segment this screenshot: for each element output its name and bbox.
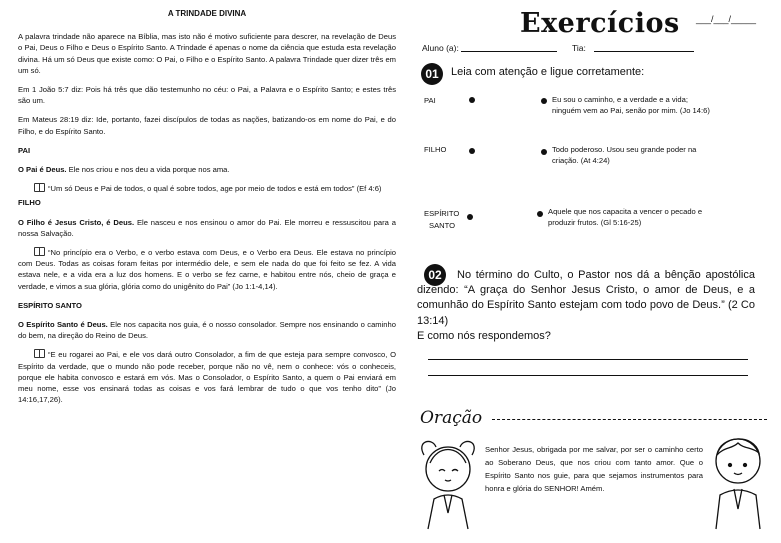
- section-heading-filho: FILHO: [18, 198, 41, 208]
- espirito-quote: [18, 349, 396, 405]
- espirito-paragraph: [18, 319, 396, 341]
- match-right-1-line1: Eu sou o caminho, e a verdade e a vida;: [552, 95, 688, 104]
- match-right-3-line2: produzir frutos. (Gl 5:16-25): [548, 217, 642, 227]
- espirito-text: Ele nos capacita nos guia, é o nosso consolador. Sempre nos ensinando o caminho do bem, na direção do Reino de Deus.: [18, 320, 396, 341]
- lesson-column: [18, 8, 396, 413]
- question-1-number: 01: [421, 63, 443, 85]
- filho-quote-text: “No princípio era o Verbo, e o verbo estava com Deus, e o Verbo era Deus. Ele estava no princípio com Deus. Todas as coisas foram feitas por intermédio dele, e sem ele nada do que foi feito se fez. A vida estava nele, e a vida era a luz dos homens. E o verbo se fez carne, e habitou entre nós, cheio de graça e verdade, e vimos a sua glória, glória como do unigênito do Pai” (Jo 1:1-4,14).: [18, 248, 396, 291]
- match-right-item-3: [548, 207, 702, 228]
- pai-quote-text: “Um só Deus e Pai de todos, o qual é sobre todos, age por meio de todos e está em todos” (Ef 4:6): [48, 184, 382, 194]
- match-dot-left-3[interactable]: [467, 214, 473, 220]
- question-2-body: No término do Culto, o Pastor nos dá a bênção apostólica dizendo: “A graça do Senhor Jesus Cristo, o amor de Deus, e a comunhão do Espírito Santo estejam com todo povo de Deus.” (2 Co 13:14): [417, 269, 755, 327]
- espirito-quote-text: “E eu rogarei ao Pai, e ele vos dará outro Consolador, a fim de que esteja para sempre convosco, O Espírito da verdade, que o mundo não pode receber, porque não no vê, nem o conhece: vós o conheceis, porque ele habita convosco e estará em vós. Mas o Consolador, o Espírito Santo, a quem o Pai enviará em meu nome, esse vos ensinará todas as coisas e vos fará lembrar de tudo o que vos tenho dito” (Jo 14:16,17,26).: [18, 350, 396, 405]
- match-right-3-line1: Aquele que nos capacita a vencer o pecado e: [548, 207, 703, 216]
- match-dot-right-1[interactable]: [541, 98, 547, 104]
- prayer-text: Senhor Jesus, obrigada por me salvar, por ser o caminho certo ao Soberano Deus, que nos criou com tanto amor. Que o Espírito Santo nos guie, para que sejamos instrumentos para honra e glória do SENHOR! Amém.: [485, 445, 703, 493]
- date-field[interactable]: ___/___/_____: [696, 14, 757, 24]
- bible-icon: [34, 247, 45, 256]
- answer-line-2[interactable]: [428, 375, 748, 376]
- match-right-1-line2: ninguém vem ao Pai, senão por mim. (Jo 14:6): [552, 105, 710, 115]
- prayer-heading: Oração: [420, 408, 483, 428]
- pai-text: Ele nos criou e nos deu a vida porque nos ama.: [66, 165, 230, 175]
- pai-quote: [18, 183, 396, 194]
- lesson-title: A TRINDADE DIVINA: [167, 9, 247, 18]
- bible-icon: [34, 349, 45, 358]
- aluno-label: Aluno (a):: [422, 43, 459, 53]
- match-right-item-1: [552, 95, 710, 116]
- exercise-title: Exercícios: [520, 8, 680, 39]
- match-dot-right-2[interactable]: [541, 149, 547, 155]
- student-name-field[interactable]: [422, 42, 557, 53]
- match-left-pai: PAI: [424, 96, 436, 105]
- pai-paragraph: [18, 164, 396, 175]
- question-2-text: [417, 268, 755, 344]
- teacher-name-field[interactable]: [572, 42, 694, 53]
- question-2-sub: E como nós respondemos?: [417, 329, 551, 342]
- bible-icon: [34, 183, 45, 192]
- filho-paragraph: [18, 217, 396, 239]
- section-heading-pai: PAI: [18, 145, 31, 155]
- intro-paragraph: A palavra trindade não aparece na Bíblia, mas isto não é motivo suficiente para descrer, na revelação de Deus o Pai, Deus o Filho e Deus o Espírito Santo. A Trindade é apenas o nome da ciência que estuda esta revelação divina. Há um só Deus que existe como: O Pai, o Filho e o Espírito Santo. A palavra Trindade quer dizer três em um só.: [18, 32, 396, 75]
- question-1-text: Leia com atenção e ligue corretamente:: [451, 66, 645, 78]
- match-right-2-line1: Todo poderoso. Usou seu grande poder na: [552, 145, 697, 154]
- praying-girl-icon: [414, 433, 484, 533]
- filho-text: Ele nasceu e nos ensinou o amor do Pai. Ele morreu e ressuscitou para a nossa Salvação.: [18, 217, 396, 238]
- filho-quote: [18, 247, 396, 292]
- john-verse-paragraph: Em 1 João 5:7 diz: Pois há três que dão testemunho no céu: o Pai, a Palavra e o Espírito Santo; e estes três são um.: [18, 85, 396, 106]
- answer-line-1[interactable]: [428, 359, 748, 360]
- match-dot-left-2[interactable]: [469, 148, 475, 154]
- matthew-verse-paragraph: Em Mateus 28:19 diz: Ide, portanto, fazei discípulos de todas as nações, batizando-os em nome do Pai, e do Filho, e do Espírito Santo.: [18, 115, 396, 136]
- prayer-divider: [492, 419, 767, 420]
- tia-label: Tia:: [572, 43, 586, 53]
- match-left-santo: SANTO: [429, 221, 456, 230]
- pai-bold: O Pai é Deus.: [18, 165, 67, 175]
- match-left-espirito: ESPÍRITO: [424, 209, 460, 218]
- match-left-filho: FILHO: [424, 145, 447, 154]
- espirito-bold: O Espírito Santo é Deus.: [18, 320, 108, 330]
- question-2-number: 02: [424, 264, 446, 286]
- praying-boy-icon: [708, 425, 770, 533]
- match-dot-left-1[interactable]: [469, 97, 475, 103]
- match-right-2-line2: criação. (At 4:24): [552, 155, 610, 165]
- match-right-item-2: [552, 145, 696, 166]
- match-dot-right-3[interactable]: [537, 211, 543, 217]
- section-heading-espirito-santo: ESPÍRITO SANTO: [18, 300, 82, 310]
- filho-bold: O Filho é Jesus Cristo, é Deus.: [18, 217, 135, 227]
